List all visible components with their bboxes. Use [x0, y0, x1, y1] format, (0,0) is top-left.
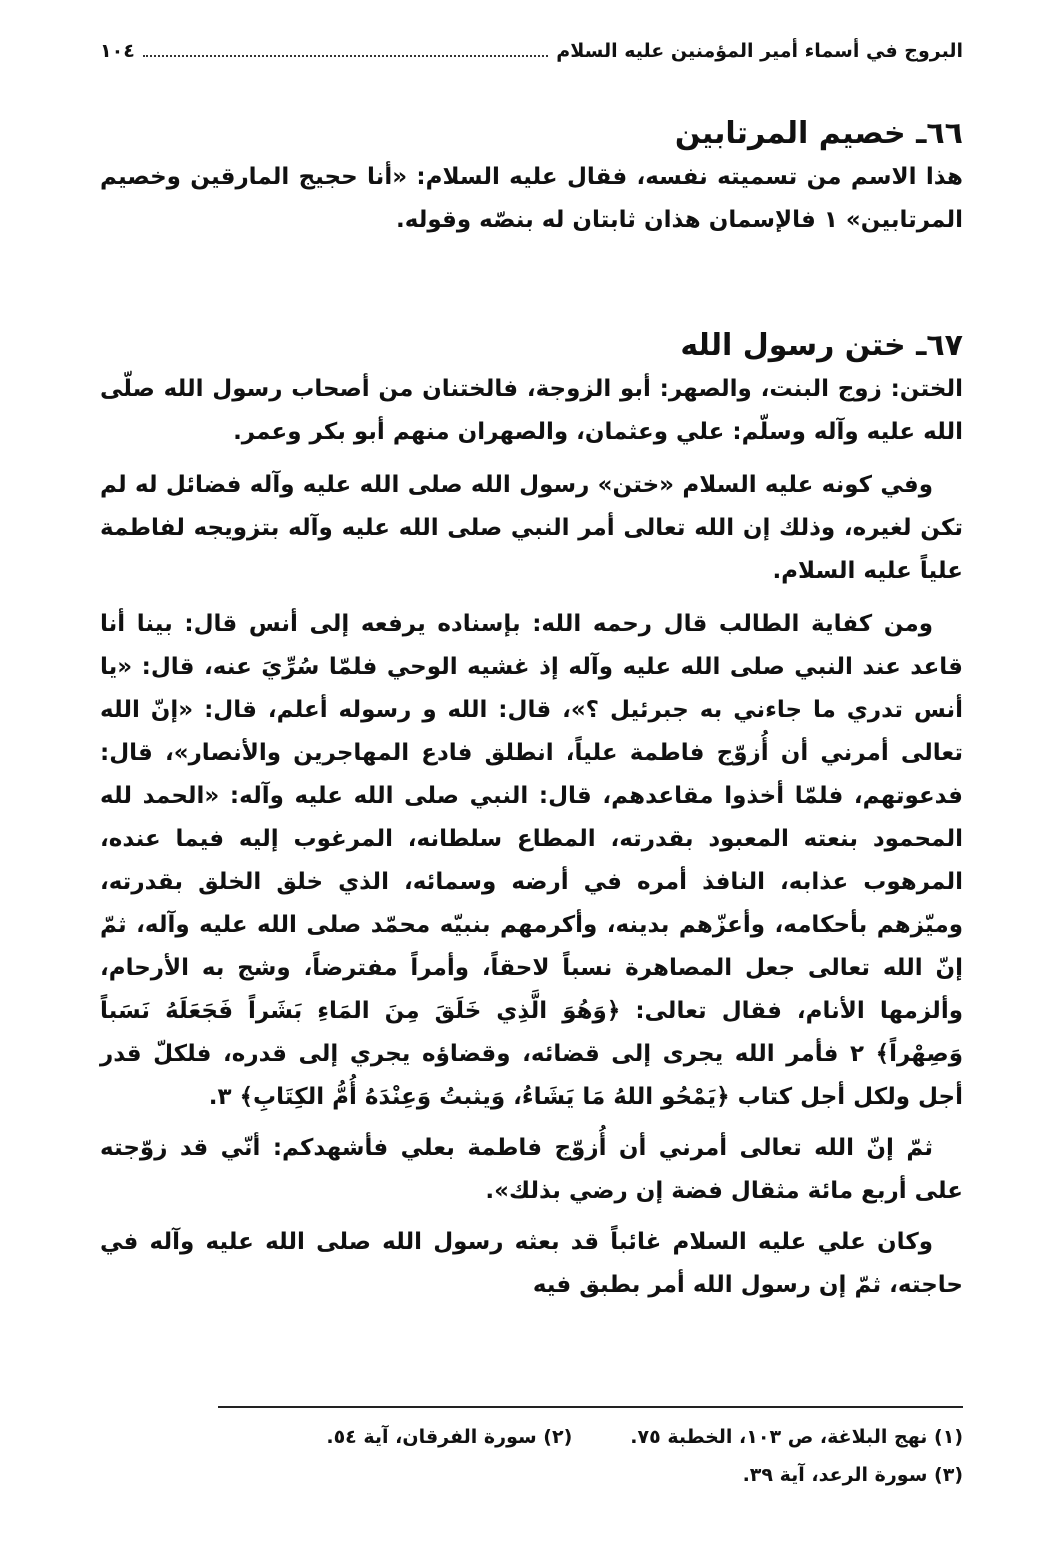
- book-page: [100, 40, 963, 1307]
- paragraph-67-marriage: ثمّ إنّ الله تعالى أمرني أن أُزوّج فاطمة بعلي فأشهدكم: أنّي قد زوّجته على أربع مائة مثقال فضة إن رضي بذلك».: [100, 1135, 963, 1204]
- footnote-2: (٢) سورة الفرقان، آية ٥٤.: [326, 1426, 573, 1448]
- footnotes: [300, 1418, 963, 1494]
- paragraph-67-continuation: وكان علي عليه السلام غائباً قد بعثه رسول الله صلى الله عليه وآله في حاجته، ثمّ إن رسول الله أمر بطبق فيه: [100, 1229, 963, 1298]
- footnote-3: (٣) سورة الرعد، آية ٣٩.: [742, 1464, 963, 1486]
- footnote-1: (١) نهج البلاغة، ص ١٠٣، الخطبة ٧٥.: [630, 1426, 963, 1448]
- footnote-divider: [218, 1406, 963, 1408]
- paragraph-67-virtues: وفي كونه عليه السلام «ختن» رسول الله صلى الله عليه وآله فضائل له لم تكن لغيره، وذلك إن الله تعالى أمر النبي صلى الله عليه وآله بتزويجه لفاطمة علياً عليه السلام.: [100, 472, 963, 584]
- book-title: البروج في أسماء أمير المؤمنين عليه السلام: [556, 40, 963, 62]
- footnote-row: [300, 1418, 963, 1456]
- page-number: ١٠٤: [100, 40, 135, 62]
- section-heading-66: ٦٦ـ خصيم المرتابين: [674, 116, 963, 151]
- paragraph-67-definition: الختن: زوج البنت، والصهر: أبو الزوجة، فالختنان من أصحاب رسول الله صلّى الله عليه وآله وسلّم: علي وعثمان، والصهران منهم أبو بكر وعمر.: [100, 376, 963, 445]
- section-heading-67: ٦٧ـ ختن رسول الله: [680, 328, 963, 363]
- paragraph-66: هذا الاسم من تسميته نفسه، فقال عليه السلام: «أنا حجيج المارقين وخصيم المرتابين» ١ فالإسمان هذان ثابتان له بنصّه وقوله.: [100, 164, 963, 233]
- running-header: [100, 40, 963, 80]
- paragraph-67-narration: ومن كفاية الطالب قال رحمه الله: بإسناده يرفعه إلى أنس قال: بينا أنا قاعد عند النبي صلى الله عليه وآله إذ غشيه الوحي فلمّا سُرِّيَ عنه، قال: «يا أنس تدري ما جاءني به جبرئيل ؟»، قال: الله و رسوله أعلم، قال: «إنّ الله تعالى أمرني أن أُزوّج فاطمة علياً، انطلق فادع المهاجرين والأنصار»، قال: فدعوتهم، فلمّا أخذوا مقاعدهم، قال: النبي صلى الله عليه وآله: «الحمد لله المحمود بنعته المعبود بقدرته، المطاع سلطانه، المرغوب إليه فيما عنده، المرهوب عذابه، النافذ أمره في أرضه وسمائه، الذي خلق الخلق بقدرته، وميّزهم بأحكامه، وأعزّهم بدينه، وأكرمهم بنبيّه محمّد صلى الله عليه وآله، ثمّ إنّ الله تعالى جعل المصاهرة نسباً لاحقاً، وأمراً مفترضاً، وشج به الأرحام، وألزمها الأنام، فقال تعالى: ﴿وَهُوَ الَّذِي خَلَقَ مِنَ المَاءِ بَشَراً فَجَعَلَهُ نَسَباً وَصِهْراً﴾ ٢ فأمر الله يجرى إلى قضائه، وقضاؤه يجري إلى قدره، فلكلّ قدر أجل ولكل أجل كتاب ﴿يَمْحُو اللهُ مَا يَشَاءُ، وَيثبتُ وَعِنْدَهُ أُمُّ الكِتَابِ﴾ ٣.: [100, 611, 963, 1110]
- header-dot-leader: [143, 55, 548, 57]
